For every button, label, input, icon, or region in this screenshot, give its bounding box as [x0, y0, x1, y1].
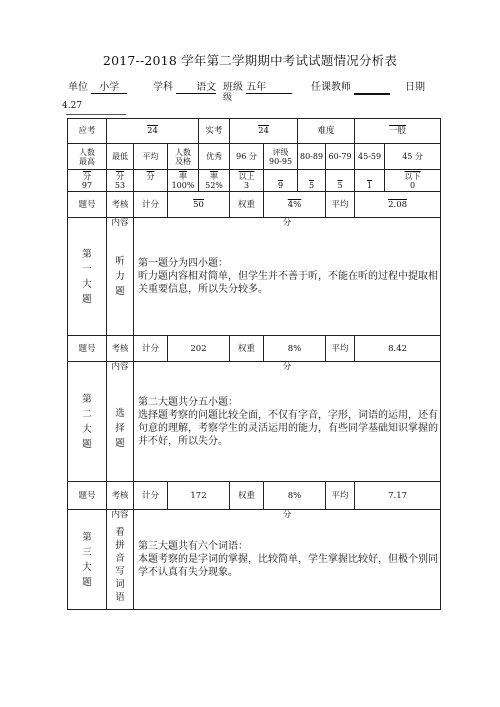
stats-h-pass: 人数 及格: [168, 144, 199, 170]
stats-h-avg: 平均: [134, 144, 168, 170]
avg-value: 2.08: [355, 192, 441, 218]
teacher-value: [354, 82, 390, 95]
stats-60-79: 5: [326, 170, 355, 192]
date-underline: [66, 114, 126, 115]
stats-h-below45: 45 分: [385, 144, 441, 170]
page-title: 2017--2018 学年第二学期期中考试试题情况分析表: [102, 53, 398, 68]
qno-label: 题号: [68, 192, 107, 218]
stats-max: 分 97: [68, 170, 107, 192]
avg-value: 7.17: [355, 482, 441, 510]
score-value: 172: [168, 482, 230, 510]
class-value: 五年: [246, 78, 292, 94]
date-label: 日期: [405, 82, 425, 93]
summary-row: [68, 119, 441, 144]
section-1-body-row: [68, 218, 441, 336]
stats-min: 分 53: [107, 170, 134, 192]
stats-h-max: 人数 最高: [68, 144, 107, 170]
section-content: 内容 选 择 题: [107, 362, 134, 482]
weight-value: 4%: [264, 192, 326, 218]
date-value: 4.27: [62, 101, 83, 111]
exam-label: 应考: [68, 119, 107, 144]
avg-label: 平均: [326, 482, 355, 510]
avg-value: 8.42: [355, 336, 441, 362]
stats-excellent: 率 52%: [199, 170, 230, 192]
content-label: 考核: [107, 482, 134, 510]
exam-value: 24: [107, 119, 199, 144]
unit-value: 小学: [91, 78, 127, 94]
section-content: 内容 听 力 题: [107, 218, 134, 336]
class-suffix: 级: [223, 93, 233, 103]
section-content: 内容 看 拼 音 写 词 语: [107, 510, 134, 610]
score-label: 计分: [134, 336, 168, 362]
teacher-field: [311, 78, 390, 95]
stats-h-min: 最低: [107, 144, 134, 170]
qno-label: 题号: [68, 482, 107, 510]
stats-80-89: 5: [298, 170, 326, 192]
section-3-meta-row: [68, 482, 441, 510]
score-label: 计分: [134, 192, 168, 218]
section-analysis: 分 第二大题共分五小题： 选择题考察的问题比较全面，不仅有字音，字形，词语的运用，还有句意的理解，考察学生的灵活运用的能力，有些同学基础知识掌握的并不好，所以失分。: [134, 362, 441, 482]
unit-field: [68, 78, 127, 94]
stats-h-80-89: 80-89: [298, 144, 326, 170]
score-label: 计分: [134, 482, 168, 510]
section-1-meta-row: [68, 192, 441, 218]
stats-90-95: 9: [264, 170, 298, 192]
subject-value: 语文: [176, 78, 216, 94]
qno-label: 题号: [68, 336, 107, 362]
weight-label: 权重: [230, 482, 264, 510]
difficulty-label: 难度: [298, 119, 355, 144]
avg-label: 平均: [326, 192, 355, 218]
subject-field: [153, 78, 216, 94]
stats-below45: 以下 0: [385, 170, 441, 192]
stats-h-45-59: 45-59: [355, 144, 385, 170]
stats-h-90-95: 评级 90-95: [264, 144, 298, 170]
difficulty-value: 一般: [355, 119, 441, 144]
weight-label: 权重: [230, 336, 264, 362]
score-value: 50: [168, 192, 230, 218]
analysis-table: [67, 118, 441, 610]
subject-label: 学科: [153, 82, 173, 93]
stats-h-excellent: 优秀: [199, 144, 230, 170]
unit-label: 单位: [68, 82, 88, 93]
weight-value: 8%: [264, 482, 326, 510]
weight-value: 8%: [264, 336, 326, 362]
weight-label: 权重: [230, 192, 264, 218]
section-analysis: 分 第三大题共有六个词语： 本题考察的是字词的掌握，比较简单，学生掌握比较好，但极个别同学不认真有失分现象。: [134, 510, 441, 610]
section-2-meta-row: [68, 336, 441, 362]
class-field: [223, 78, 292, 94]
stats-value-row: [68, 170, 441, 192]
stats-45-59: 1: [355, 170, 385, 192]
section-name: 第 二 大 题: [68, 362, 107, 482]
section-3-body-row: [68, 510, 441, 610]
stats-header-row: [68, 144, 441, 170]
class-label: 班级: [223, 82, 243, 93]
stats-96: 以上 3: [230, 170, 264, 192]
stats-avg: 分: [134, 170, 168, 192]
section-2-body-row: [68, 362, 441, 482]
section-analysis: 分 第一题分为四小题： 听力题内容相对简单，但学生并不善于听，不能在听的过程中提取相关重要信息，所以失分较多。: [134, 218, 441, 336]
stats-h-96: 96 分: [230, 144, 264, 170]
section-name: 第 一 大 题: [68, 218, 107, 336]
avg-label: 平均: [326, 336, 355, 362]
content-label: 考核: [107, 336, 134, 362]
content-label: 考核: [107, 192, 134, 218]
stats-pass: 率 100%: [168, 170, 199, 192]
score-value: 202: [168, 336, 230, 362]
section-name: 第 三 大 题: [68, 510, 107, 610]
actual-label: 实考: [199, 119, 230, 144]
stats-h-60-79: 60-79: [326, 144, 355, 170]
teacher-label: 任课教师: [311, 82, 351, 93]
actual-value: 24: [230, 119, 298, 144]
